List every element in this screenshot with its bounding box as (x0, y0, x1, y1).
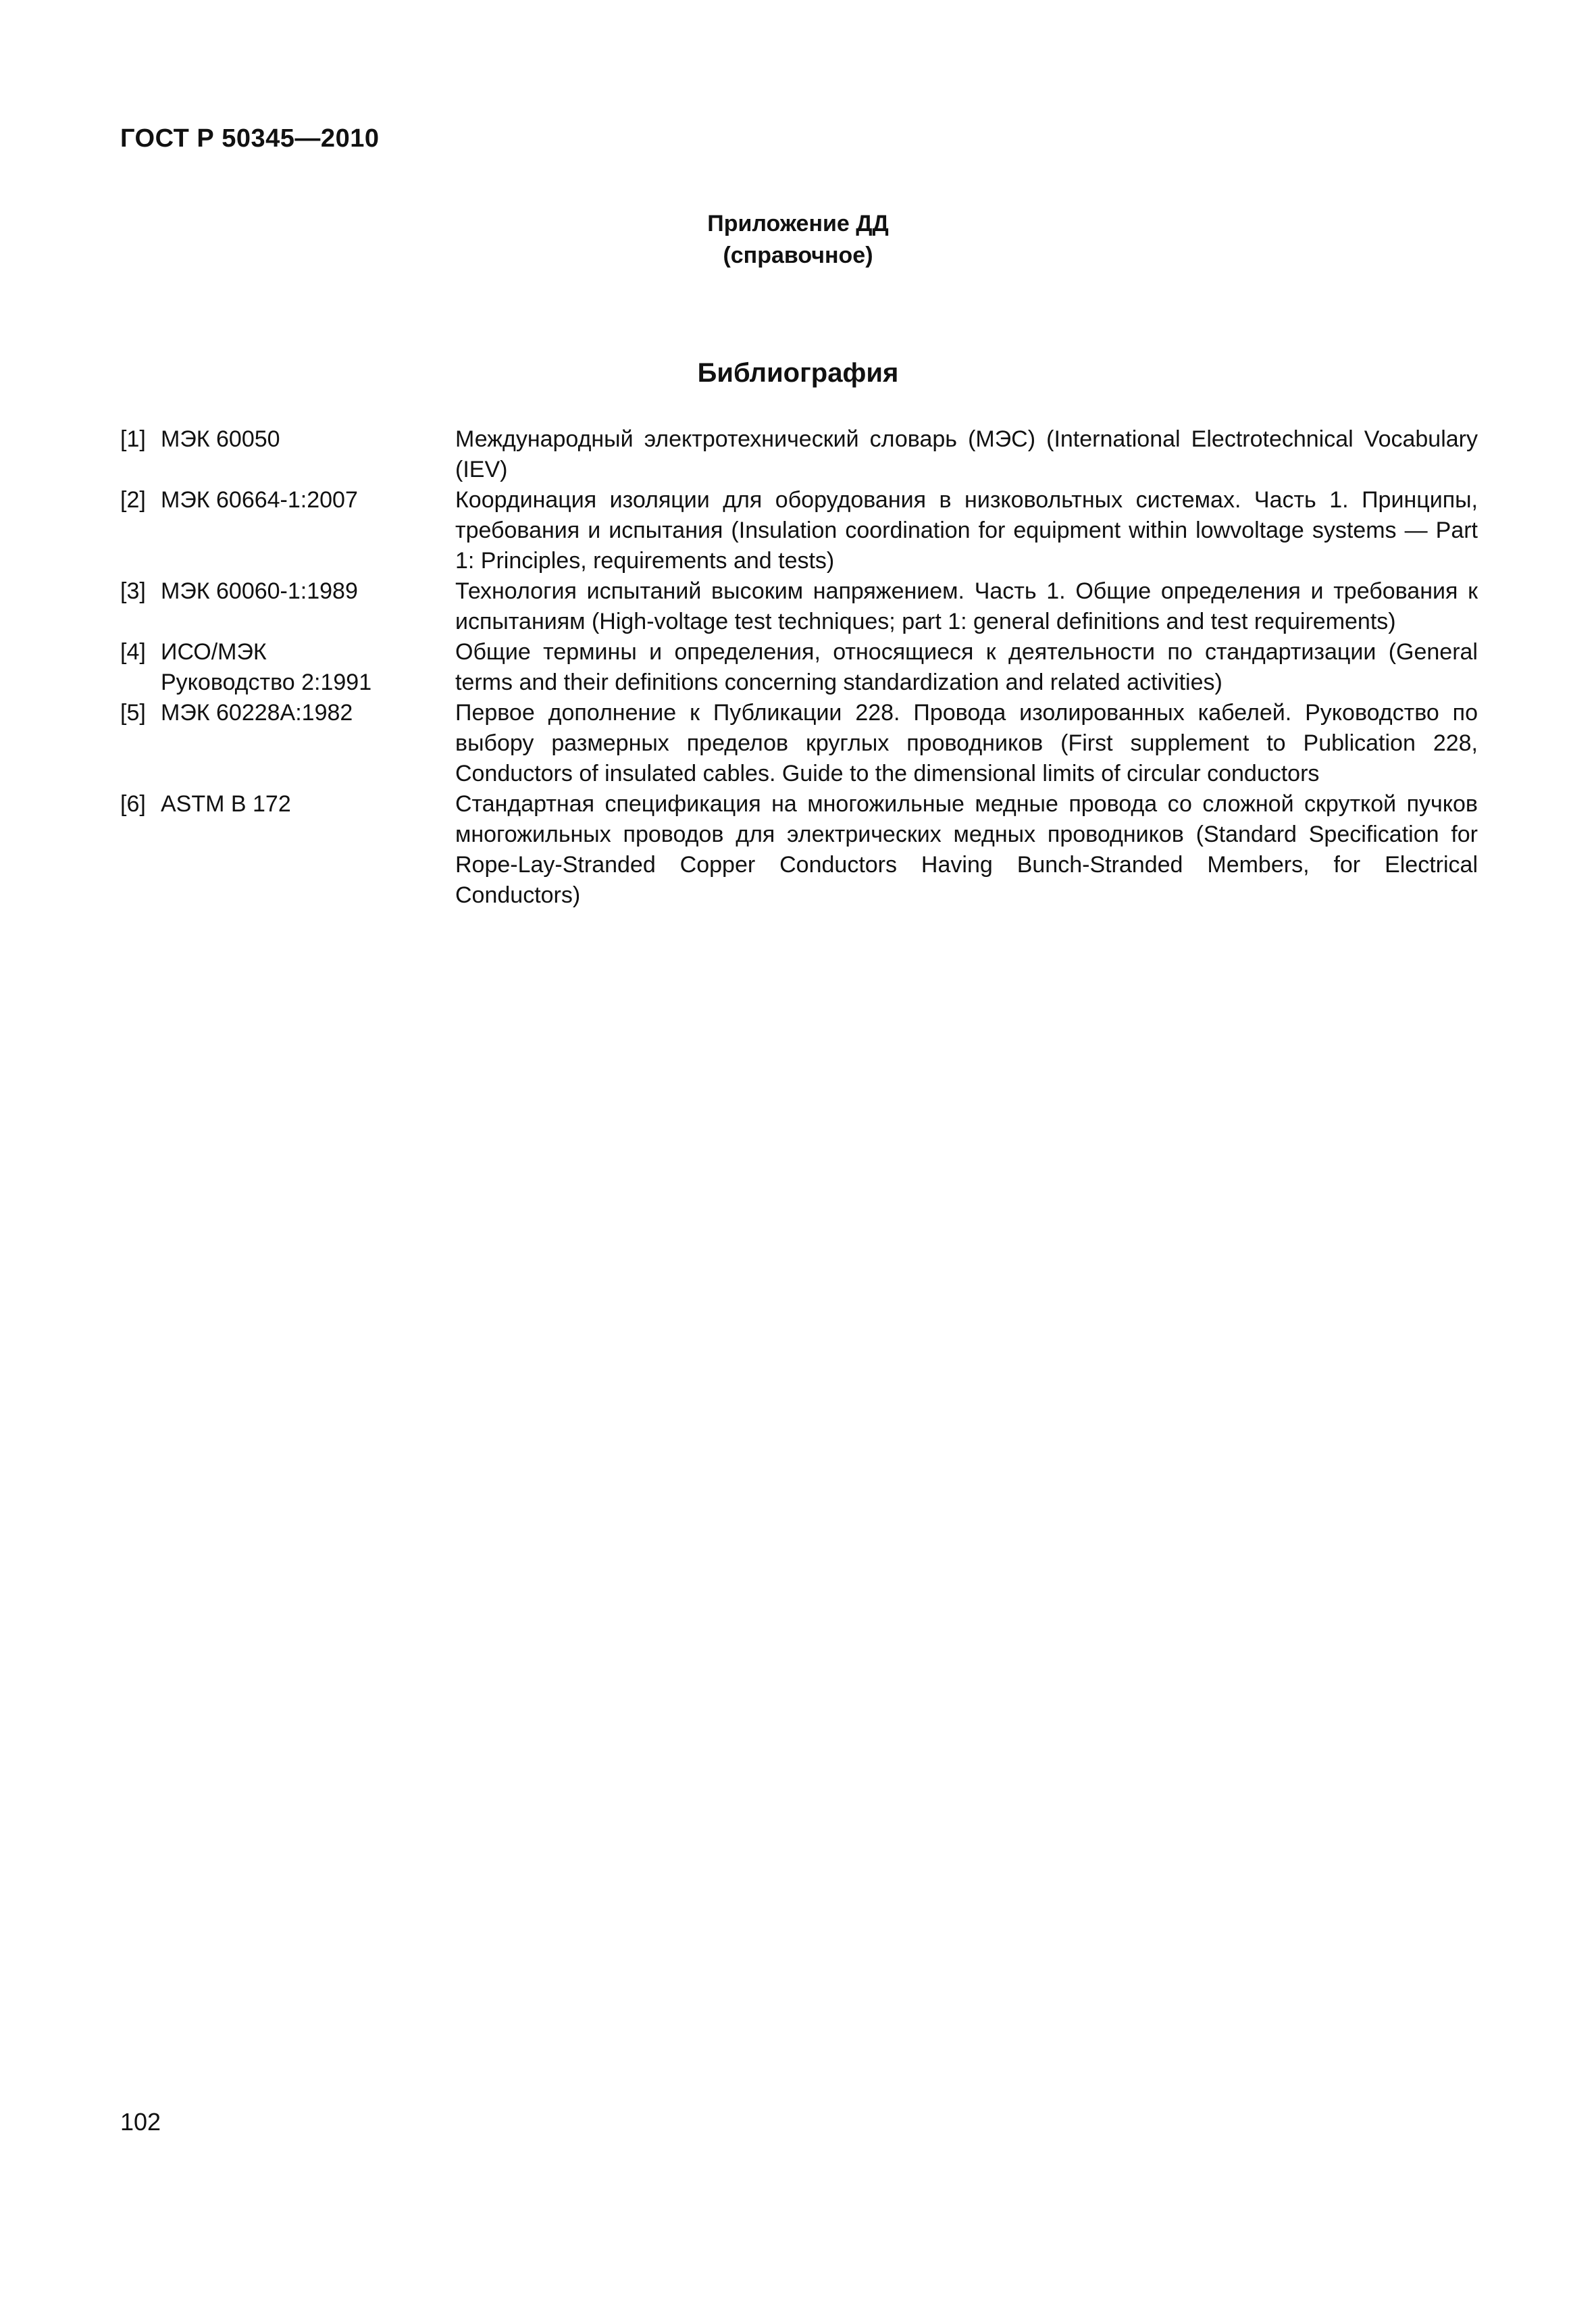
entry-reference (120, 637, 455, 698)
entry-reference (120, 698, 455, 789)
bibliography-entry (120, 576, 1478, 637)
entry-number: [6] (120, 791, 146, 817)
bibliography-entry (120, 698, 1478, 789)
bibliography-list (120, 424, 1478, 911)
document-header: ГОСТ Р 50345—2010 (120, 124, 380, 153)
entry-identifier: ASTM B 172 (161, 791, 291, 817)
entry-reference (120, 789, 455, 911)
entry-reference (120, 485, 455, 576)
entry-reference (120, 576, 455, 637)
entry-number: [4] (120, 639, 146, 665)
entry-number: [2] (120, 487, 146, 513)
entry-identifier: МЭК 60664-1:2007 (161, 487, 358, 513)
entry-description: Первое дополнение к Публикации 228. Провода изолированных кабелей. Руководство по выбору размерных пределов круглых проводников (First supplement to Publication 228, Conductors of insulated cables. Guide to the dimensional limits of circular conductors (455, 700, 1478, 786)
appendix-title: Приложение ДД (707, 211, 889, 236)
entry-number: [5] (120, 700, 146, 726)
entry-description: Координация изоляции для оборудования в низковольтных системах. Часть 1. Принципы, требования и испытания (Insulation coordination for equipment within lowvoltage systems — Part 1: Principles, requirements and tests) (455, 487, 1478, 574)
entry-identifier: МЭК 60060-1:1989 (161, 578, 358, 604)
bibliography-entry (120, 485, 1478, 576)
entry-identifier: ИСО/МЭК Руководство 2:1991 (161, 639, 372, 695)
entry-identifier: МЭК 60050 (161, 426, 280, 452)
bibliography-entry (120, 424, 1478, 485)
entry-number: [1] (120, 426, 146, 452)
entry-identifier: МЭК 60228A:1982 (161, 700, 353, 726)
entry-description: Стандартная спецификация на многожильные медные провода со сложной скруткой пучков многожильных проводов для электрических медных проводников (Standard Specification for Rope-Lay-Stranded Copper Conductors Having Bunch-Stranded Members, for Electrical Conductors) (455, 791, 1478, 908)
entry-description: Международный электротехнический словарь (МЭС) (International Electrotechnical Vocabulary (IEV) (455, 426, 1478, 482)
bibliography-title: Библиография (697, 358, 899, 388)
entry-description: Технология испытаний высоким напряжением. Часть 1. Общие определения и требования к испытаниям (High-voltage test techniques; part 1: general definitions and test requirements) (455, 578, 1478, 634)
appendix-heading (0, 208, 1596, 272)
bibliography-entry (120, 637, 1478, 698)
page-number: 102 (120, 2108, 161, 2136)
entry-number: [3] (120, 578, 146, 604)
entry-reference (120, 424, 455, 485)
appendix-subtitle: (справочное) (723, 243, 873, 268)
bibliography-entry (120, 789, 1478, 911)
entry-description: Общие термины и определения, относящиеся к деятельности по стандартизации (General terms and their definitions concerning standardization and related activities) (455, 639, 1478, 695)
